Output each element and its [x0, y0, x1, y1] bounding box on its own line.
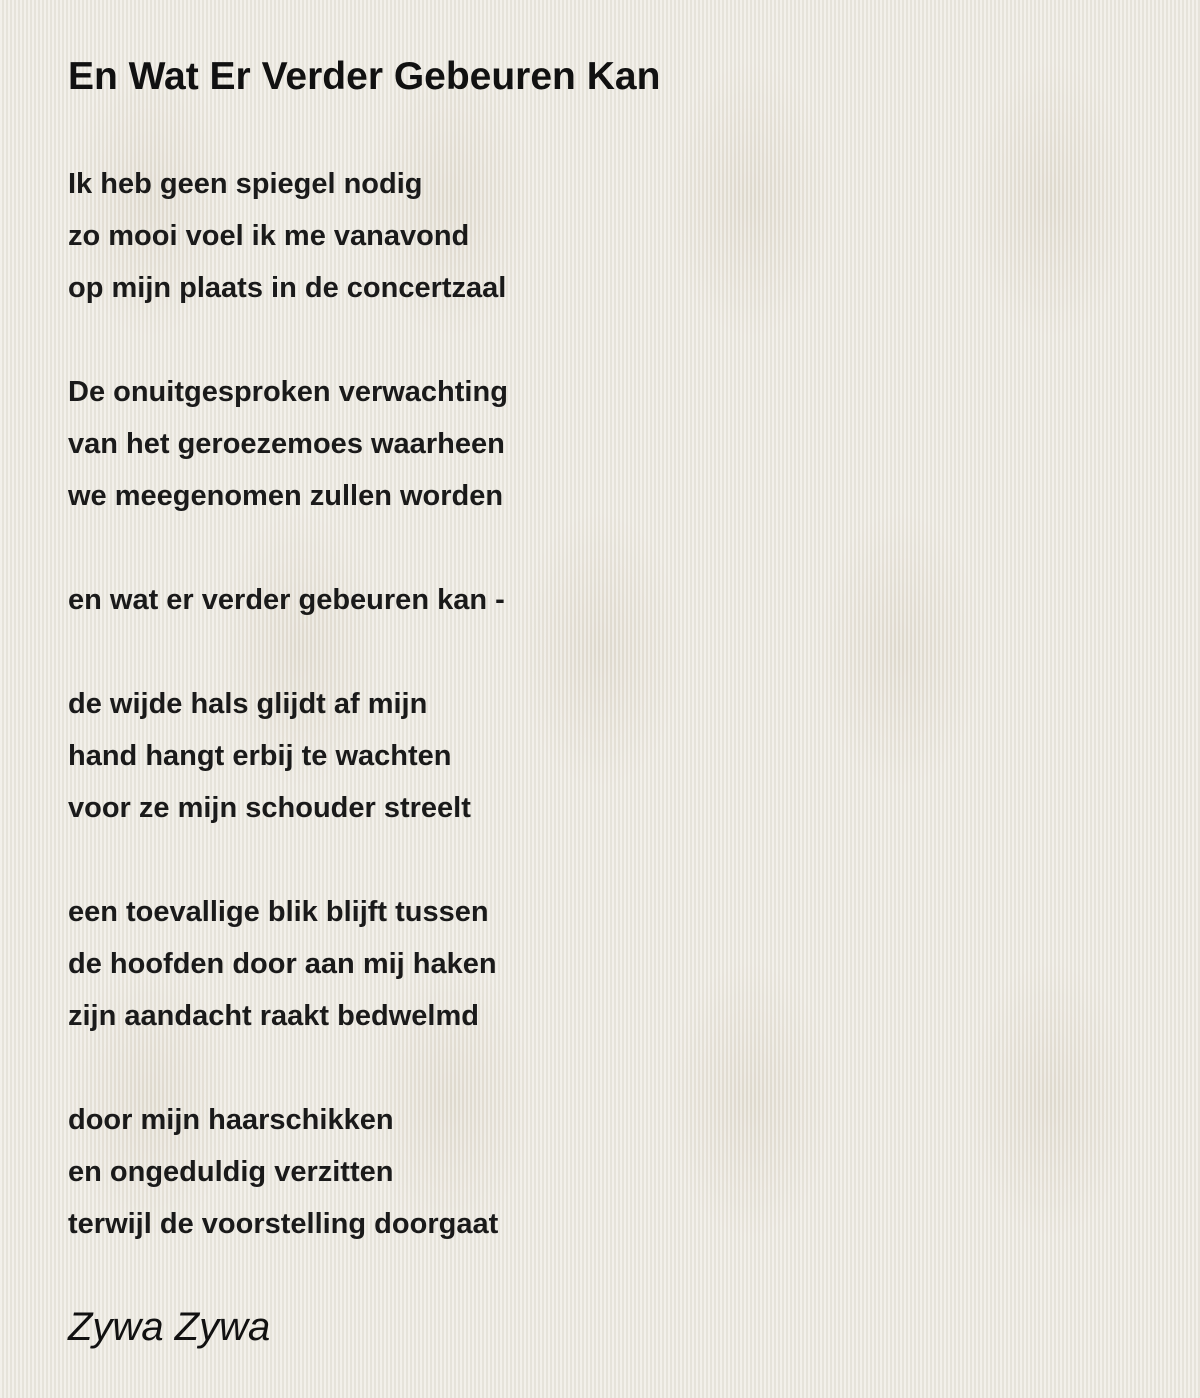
poem-page — [68, 52, 1148, 1352]
poem-line: De onuitgesproken verwachting — [68, 376, 508, 408]
poem-line: op mijn plaats in de concertzaal — [68, 272, 507, 304]
poem-line: we meegenomen zullen worden — [68, 480, 504, 512]
poem-author: Zywa Zywa — [68, 1305, 271, 1349]
poem-line: voor ze mijn schouder streelt — [68, 792, 471, 824]
poem-line: hand hangt erbij te wachten — [68, 740, 452, 772]
stanza — [68, 366, 1148, 522]
poem-title: En Wat Er Verder Gebeuren Kan — [68, 55, 661, 98]
poem-line: de wijde hals glijdt af mijn — [68, 688, 428, 720]
poem-line: van het geroezemoes waarheen — [68, 428, 505, 460]
poem-line: de hoofden door aan mij haken — [68, 948, 497, 980]
poem-line: terwijl de voorstelling doorgaat — [68, 1208, 499, 1240]
stanza — [68, 678, 1148, 834]
poem-line: door mijn haarschikken — [68, 1104, 394, 1136]
stanza — [68, 886, 1148, 1042]
poem-line: en wat er verder gebeuren kan - — [68, 584, 505, 616]
poem-body — [68, 158, 1148, 1250]
poem-line: en ongeduldig verzitten — [68, 1156, 394, 1188]
poem-line: Ik heb geen spiegel nodig — [68, 168, 423, 200]
stanza — [68, 158, 1148, 314]
stanza — [68, 1094, 1148, 1250]
poem-line: een toevallige blik blijft tussen — [68, 896, 489, 928]
poem-line: zijn aandacht raakt bedwelmd — [68, 1000, 479, 1032]
stanza — [68, 574, 1148, 626]
poem-line: zo mooi voel ik me vanavond — [68, 220, 470, 252]
